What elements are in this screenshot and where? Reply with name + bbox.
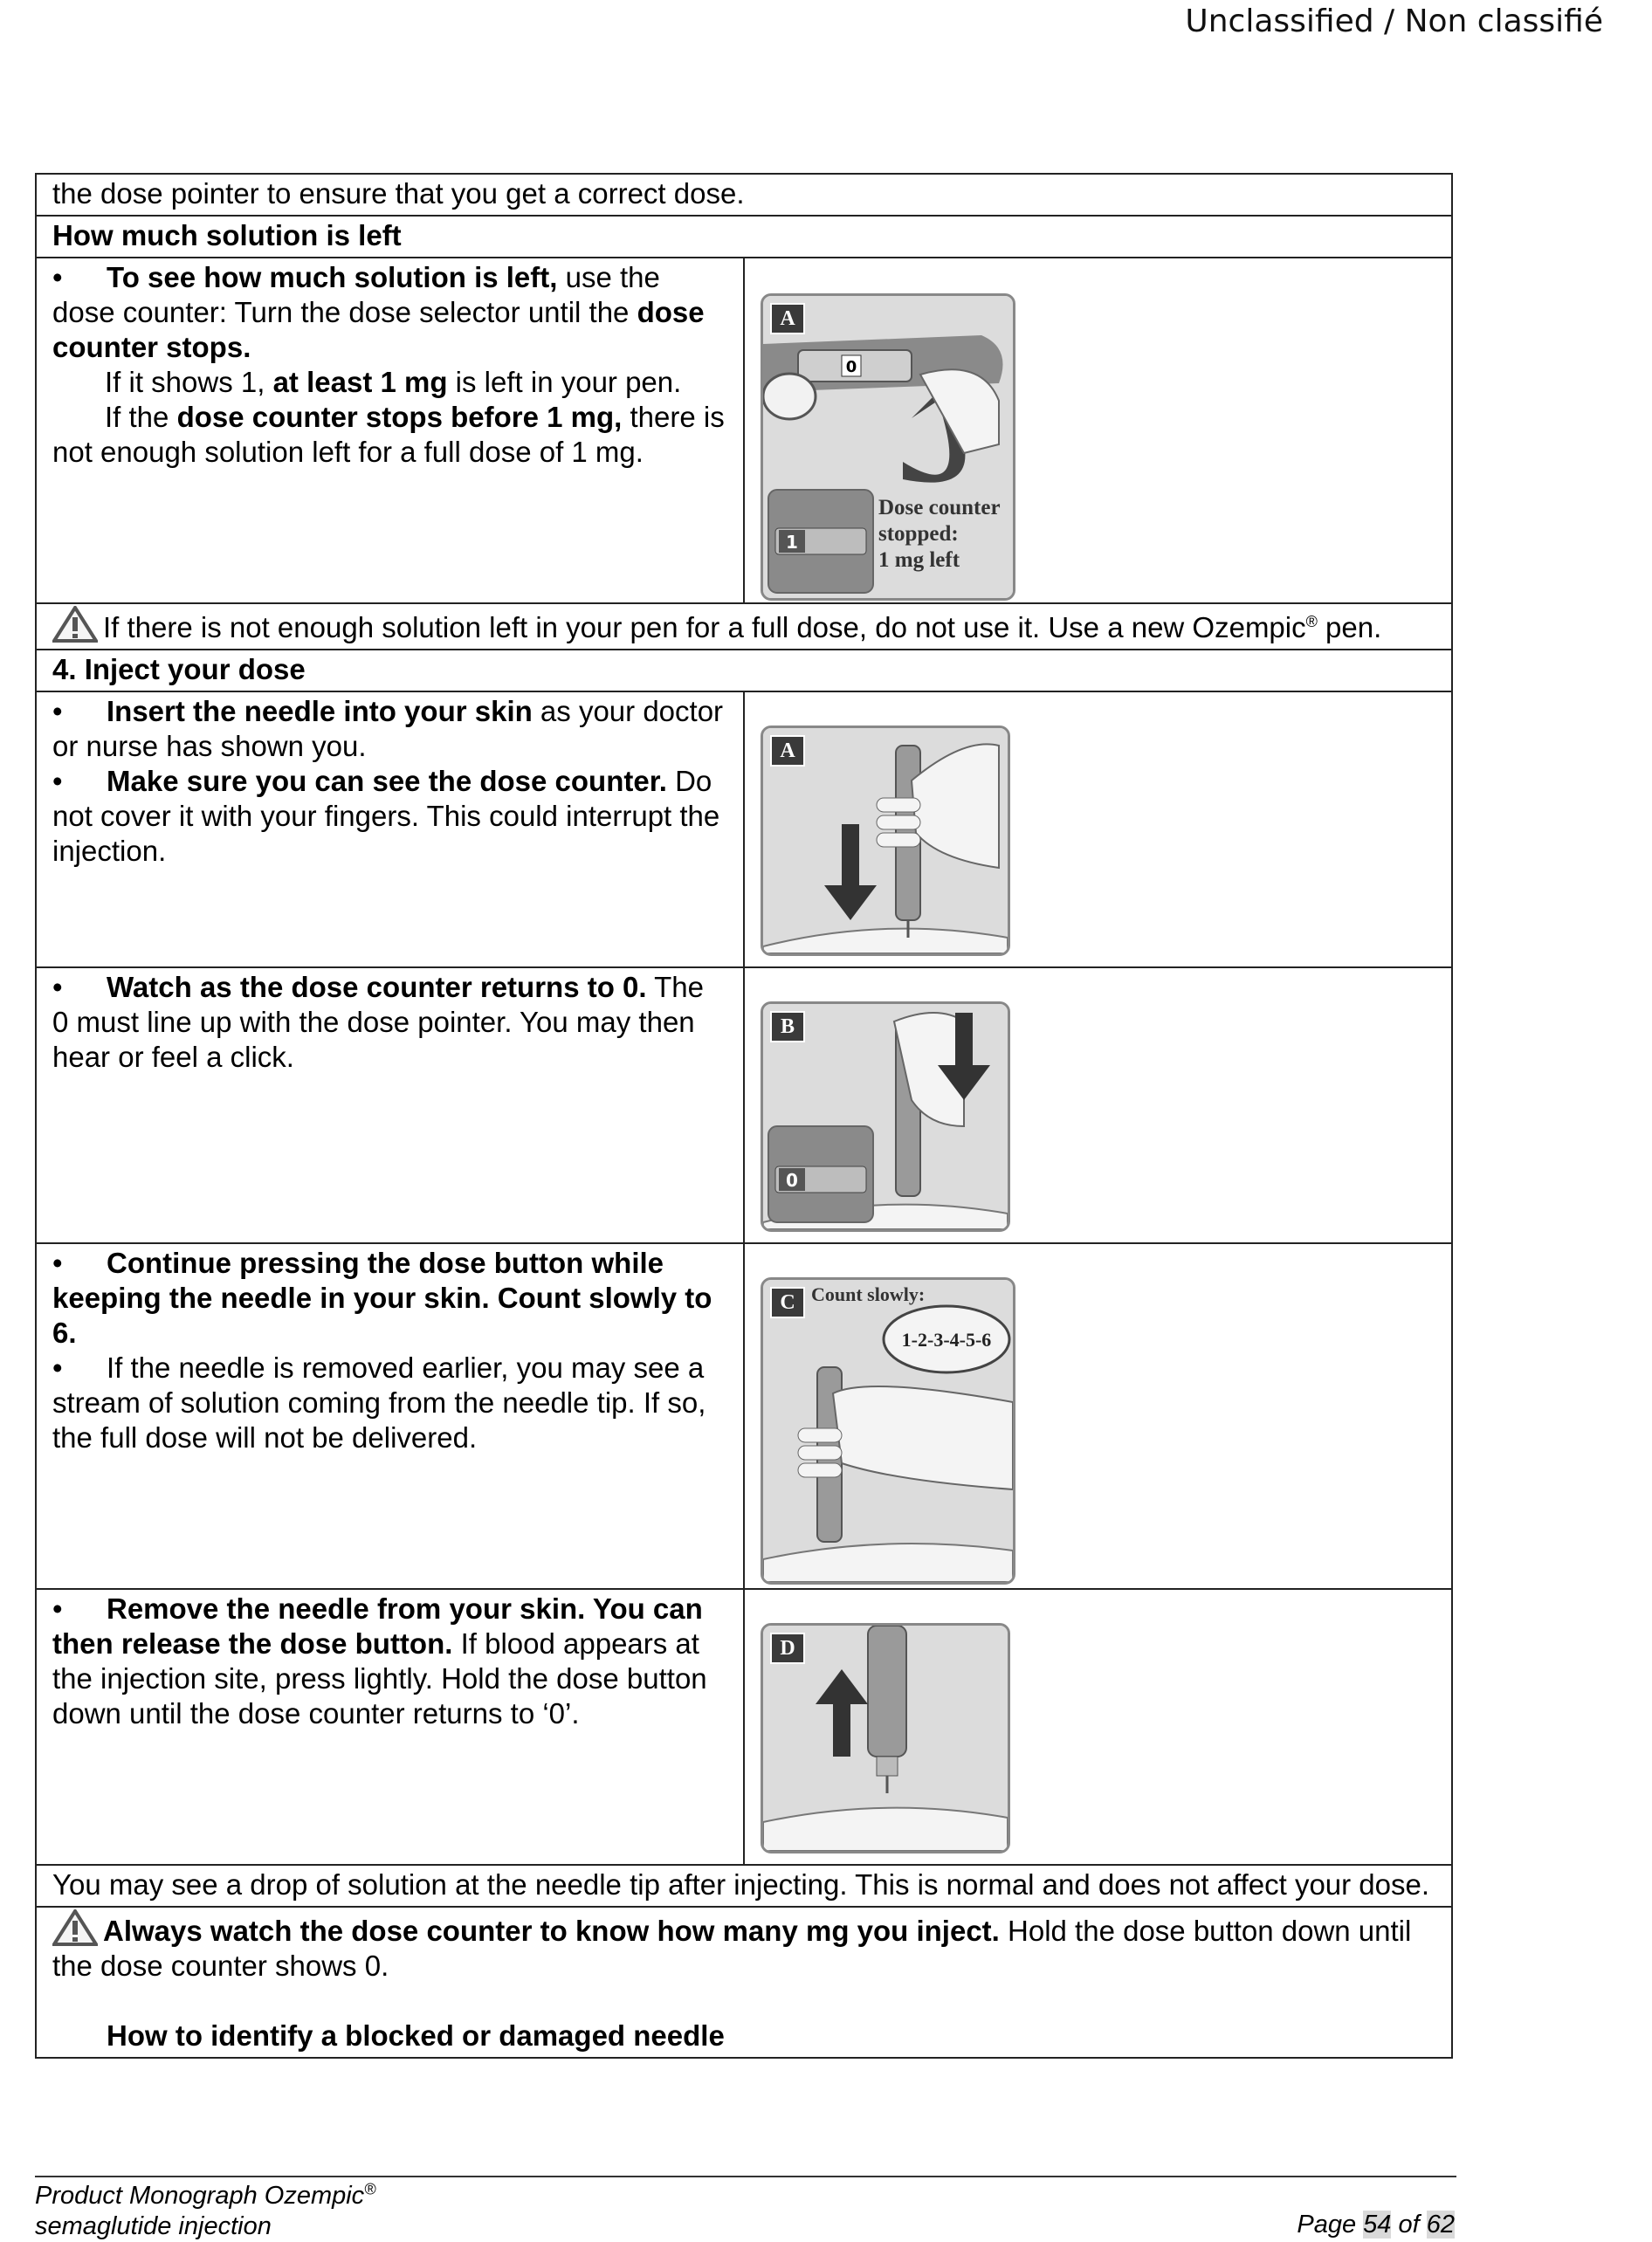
table-row [36,258,1452,603]
bold-text: at least 1 mg [272,366,448,398]
remove-needle-illustration [761,1623,1010,1853]
text-cell [36,1243,744,1589]
body-text: Do not cover it with your fingers. This could interrupt the injection. [52,765,720,867]
body-text: the dose pointer to ensure that you get a correct dose. [52,177,745,210]
bullet: • [52,1592,63,1625]
footer-divider [35,2176,1456,2177]
registered-mark: ® [1305,613,1318,630]
table-row [36,216,1452,258]
of-word: of [1391,2211,1427,2239]
table-row [36,1865,1452,1907]
body-text: If there is not enough solution left in your pen for a full dose, do not use it. Use a new Ozempic [103,611,1306,643]
insert-needle-illustration [761,726,1010,956]
table-row [36,967,1452,1243]
page-number [1297,2211,1455,2239]
table-row [36,174,1452,216]
section-heading-cell [36,216,1452,258]
page-word: Page [1297,2211,1364,2239]
registered-mark: ® [364,2180,376,2198]
bullet: • [52,695,63,727]
body-text: If the [105,401,177,433]
bold-text: Remove the needle from your skin. You can then release the dose button. [52,1592,703,1660]
table-row [36,1907,1452,2058]
page-total: 62 [1426,2211,1455,2239]
bullet: • [52,261,63,293]
body-text: If it shows 1, [105,366,273,398]
counter-zero-text: 0 [845,358,857,376]
bold-text: dose counter stops. [52,296,705,363]
body-text: You may see a drop of solution at the needle tip after injecting. This is normal and does not affect your dose. [52,1868,1430,1901]
bold-text: Watch as the dose counter returns to 0. [107,971,647,1003]
footer-left [35,2181,375,2242]
table-row [36,1243,1452,1589]
figure-label: B [770,1011,805,1042]
bold-text: dose counter stops before 1 mg, [176,401,623,433]
bold-text: To see how much solution is left, [107,261,558,293]
body-text: there is not enough solution left for a full dose of 1 mg. [52,401,725,468]
table-row [36,650,1452,691]
classification-label: Unclassified / Non classifié [1185,3,1603,39]
figure-cell [744,967,1452,1243]
body-text: Hold the dose button down until the dose counter shows 0. [52,1915,1412,1982]
bullet: • [52,971,63,1003]
bold-text: Insert the needle into your skin [107,695,533,727]
body-text: as your doctor or nurse has shown you. [52,695,724,762]
body-text: If the needle is removed earlier, you may see a stream of solution coming from the needle tip. If so, the full dose will not be delivered. [52,1351,706,1454]
indented-line [52,401,725,468]
section-heading-cell [36,650,1452,691]
bold-text: Make sure you can see the dose counter. [107,765,667,797]
text-cell [36,174,1452,216]
figure-label: D [770,1633,805,1664]
pen-selector-image [763,296,1013,598]
indented-line [52,365,727,400]
caption-line: stopped: [878,522,959,546]
body-text: If blood appears at the injection site, press lightly. Hold the dose button down until the dose counter returns to ‘0’. [52,1627,707,1730]
caption-line: Dose counter [878,496,1001,519]
count-title: Count slowly: [811,1283,926,1305]
bullet: • [52,765,63,797]
dose-return-illustration [761,1001,1010,1232]
figure-label: C [770,1287,805,1318]
body-text: is left in your pen. [447,366,682,398]
bold-text: Continue pressing the dose button while keeping the needle in your skin. Count slowly to 6. [52,1247,712,1349]
text-cell [36,691,744,967]
text-cell [36,1865,1452,1907]
warning-cell [36,603,1452,650]
body-text: The 0 must line up with the dose pointer. You may then hear or feel a click. [52,971,704,1073]
figure-label: A [770,735,805,767]
warning-cell [36,1907,1452,2058]
body-text: pen. [1317,611,1382,643]
instruction-table [35,173,1453,2059]
subheading: How to identify a blocked or damaged needle [107,2019,725,2052]
warning-icon [52,1909,98,1946]
section-heading: How much solution is left [52,219,402,251]
figure-label: A [770,303,805,334]
table-row [36,1589,1452,1865]
footer-drug-name: semaglutide injection [35,2212,272,2240]
page-current: 54 [1363,2211,1392,2239]
body-text: use the dose counter: Turn the dose selector until the [52,261,660,328]
text-cell [36,1589,744,1865]
section-heading: 4. Inject your dose [52,653,306,685]
bullet: • [52,1351,63,1384]
caption-line: 1 mg left [878,548,960,572]
bold-text: Always watch the dose counter to know how many mg you inject. [103,1915,1000,1947]
figure-cell [744,258,1452,603]
text-cell [36,258,744,603]
counter-one-text: 1 [786,532,798,553]
footer-product: Product Monograph Ozempic [35,2182,365,2210]
counter-zero-text: 0 [786,1170,798,1191]
text-cell [36,967,744,1243]
table-row [36,603,1452,650]
dose-counter-illustration [761,293,1015,601]
warning-icon [52,606,98,643]
figure-cell [744,691,1452,967]
figure-cell [744,1589,1452,1865]
table-row [36,691,1452,967]
count-sequence: 1-2-3-4-5-6 [901,1329,992,1351]
bullet: • [52,1247,63,1279]
count-slowly-illustration [761,1277,1015,1585]
injection-image [763,1280,1013,1582]
figure-cell [744,1243,1452,1589]
